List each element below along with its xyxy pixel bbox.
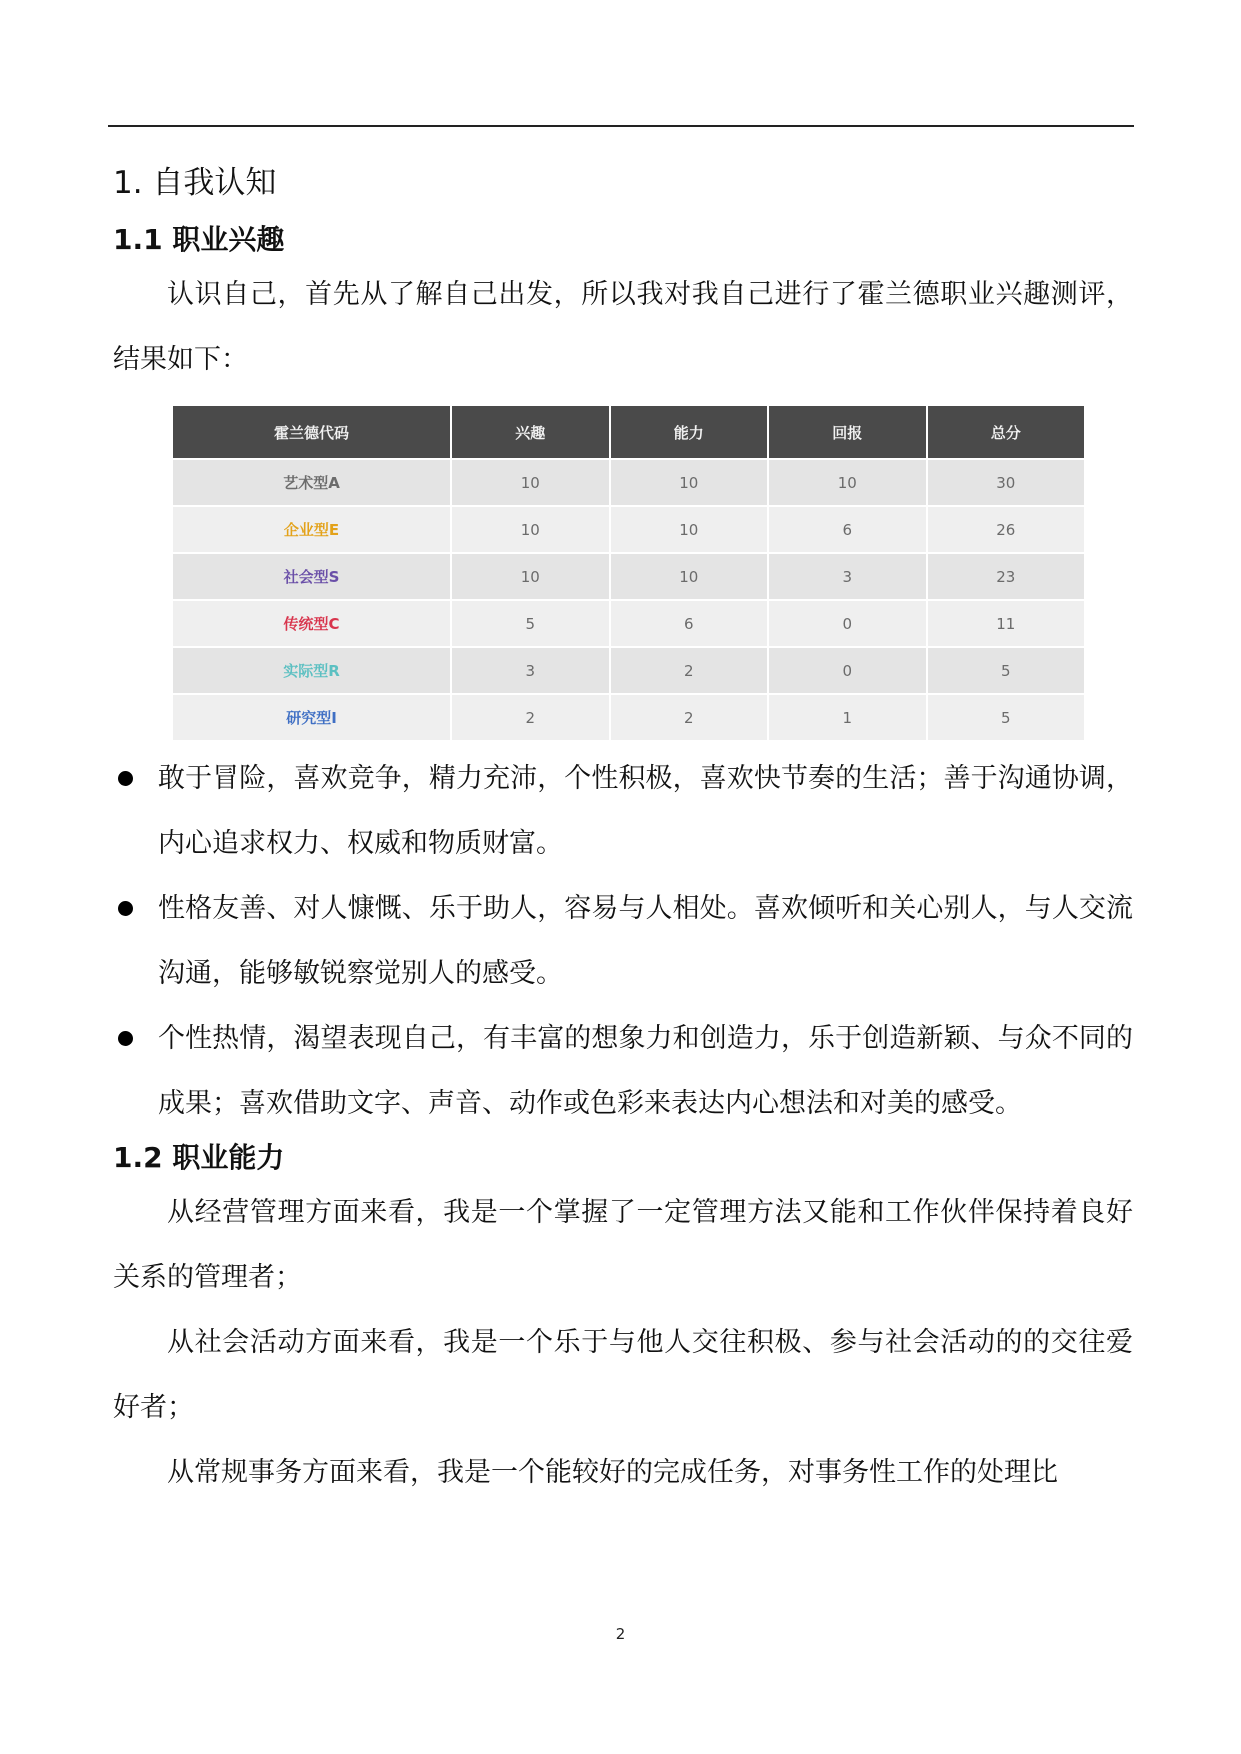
list-item <box>113 1006 1133 1136</box>
total-cell: 11 <box>928 601 1085 648</box>
bullet-icon <box>118 771 133 786</box>
page-number: 2 <box>615 1625 626 1643</box>
reward-cell: 10 <box>769 460 926 507</box>
reward-cell: 3 <box>769 554 926 601</box>
interest-cell: 10 <box>452 554 609 601</box>
section-1-2-heading: 1.2 职业能力 <box>113 1141 285 1174</box>
list-item-text: 性格友善、对人慷慨、乐于助人，容易与人相处。喜欢倾听和关心别人，与人交流沟通，能够敏锐察觉别人的感受。 <box>158 893 1133 989</box>
code-cell: 实际型R <box>173 648 450 695</box>
list-item-text: 敢于冒险，喜欢竞争，精力充沛，个性积极，喜欢快节奏的生活；善于沟通协调，内心追求权力、权威和物质财富。 <box>158 763 1133 859</box>
table-row <box>173 507 1084 554</box>
table-header-row <box>173 406 1084 460</box>
ability-paragraph: 从经营管理方面来看，我是一个掌握了一定管理方法又能和工作伙伴保持着良好关系的管理者； <box>113 1197 1133 1293</box>
header-reward: 回报 <box>769 406 926 460</box>
code-cell: 艺术型A <box>173 460 450 507</box>
interest-cell: 3 <box>452 648 609 695</box>
bullet-icon <box>118 1031 133 1046</box>
reward-cell: 0 <box>769 601 926 648</box>
section-1-1-heading: 1.1 职业兴趣 <box>113 223 285 256</box>
reward-cell: 0 <box>769 648 926 695</box>
code-cell: 研究型I <box>173 695 450 742</box>
header-interest: 兴趣 <box>452 406 609 460</box>
reward-cell: 1 <box>769 695 926 742</box>
ability-cell: 2 <box>611 695 768 742</box>
interest-cell: 2 <box>452 695 609 742</box>
code-cell: 企业型E <box>173 507 450 554</box>
ability-paragraph: 从社会活动方面来看，我是一个乐于与他人交往积极、参与社会活动的的交往爱好者； <box>113 1327 1133 1423</box>
total-cell: 26 <box>928 507 1085 554</box>
list-item <box>113 746 1133 876</box>
code-cell: 社会型S <box>173 554 450 601</box>
table-row <box>173 695 1084 742</box>
total-cell: 5 <box>928 648 1085 695</box>
header-code: 霍兰德代码 <box>173 406 450 460</box>
ability-cell: 10 <box>611 554 768 601</box>
header-ability: 能力 <box>611 406 768 460</box>
ability-cell: 10 <box>611 507 768 554</box>
ability-paragraph: 从常规事务方面来看，我是一个能较好的完成任务，对事务性工作的处理比 <box>167 1457 1058 1488</box>
intro-paragraph: 认识自己，首先从了解自己出发，所以我对我自己进行了霍兰德职业兴趣测评，结果如下： <box>113 279 1133 375</box>
holland-table <box>171 406 1086 742</box>
interest-cell: 5 <box>452 601 609 648</box>
interest-cell: 10 <box>452 460 609 507</box>
page-content <box>113 160 1133 1505</box>
holland-table-container <box>171 406 1086 742</box>
code-cell: 传统型C <box>173 601 450 648</box>
list-item <box>113 876 1133 1006</box>
list-item-text: 个性热情，渴望表现自己，有丰富的想象力和创造力，乐于创造新颖、与众不同的成果；喜欢借助文字、声音、动作或色彩来表达内心想法和对美的感受。 <box>158 1023 1133 1119</box>
table-row <box>173 648 1084 695</box>
header-rule <box>108 125 1134 127</box>
reward-cell: 6 <box>769 507 926 554</box>
header-total: 总分 <box>928 406 1085 460</box>
ability-cell: 6 <box>611 601 768 648</box>
bullet-icon <box>118 901 133 916</box>
total-cell: 30 <box>928 460 1085 507</box>
interest-cell: 10 <box>452 507 609 554</box>
total-cell: 23 <box>928 554 1085 601</box>
trait-bullet-list <box>113 746 1133 1136</box>
table-row <box>173 601 1084 648</box>
table-row <box>173 460 1084 507</box>
total-cell: 5 <box>928 695 1085 742</box>
table-row <box>173 554 1084 601</box>
section-1-heading: 1. 自我认知 <box>113 165 277 201</box>
ability-cell: 2 <box>611 648 768 695</box>
ability-cell: 10 <box>611 460 768 507</box>
